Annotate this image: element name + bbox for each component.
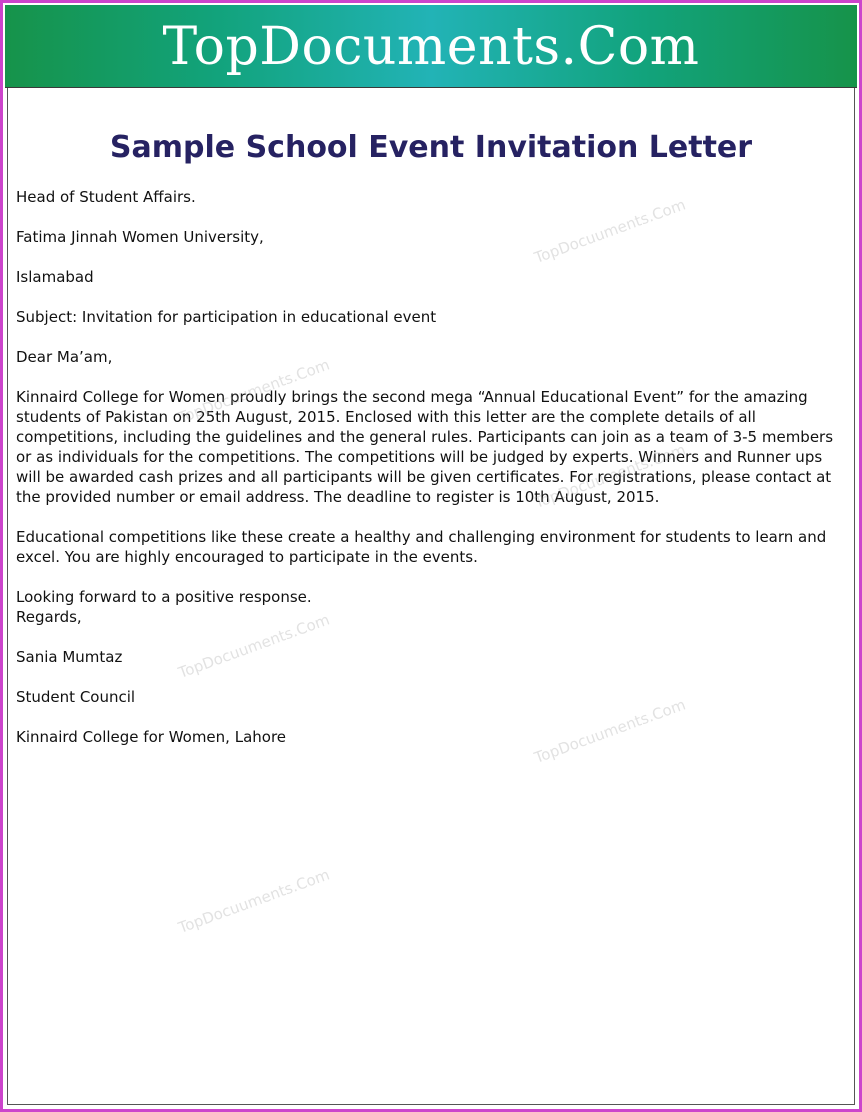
watermark: TopDocuuments.Com	[176, 355, 332, 427]
watermark: TopDocuuments.Com	[532, 195, 688, 267]
watermark: TopDocuuments.Com	[532, 440, 688, 512]
watermark: TopDocuuments.Com	[176, 865, 332, 937]
recipient-line-3: Islamabad	[16, 268, 94, 286]
site-banner-title: TopDocuments.Com	[162, 17, 700, 77]
sender-name: Sania Mumtaz	[16, 648, 123, 666]
site-banner	[5, 5, 857, 88]
document-title: Sample School Event Invitation Letter	[109, 130, 753, 165]
paragraph-2: Educational competitions like these create a healthy and challenging environment for students to learn and excel. You are highly encouraged to participate in the events.	[16, 528, 827, 566]
recipient-line-2: Fatima Jinnah Women University,	[16, 228, 264, 246]
letter-body	[16, 187, 840, 767]
closing-word: Regards,	[16, 608, 82, 626]
sender-organization: Kinnaird College for Women, Lahore	[16, 728, 287, 746]
paragraph-1: Kinnaird College for Women proudly brings the second mega “Annual Educational Event” for the amazing students of Pakistan on 25th August, 2015. Enclosed with this letter are the complete details of all competitions, including the guidelines and the general rules. Participants can join as a team of 3-5 members or as individuals for the competitions. The competitions will be judged by experts. Winners and Runner ups will be awarded cash prizes and all participants will be given certificates. For registrations, please contact at the provided number or email address. The deadline to register is 10th August, 2015.	[16, 388, 834, 506]
subject-line: Subject: Invitation for participation in educational event	[16, 308, 437, 326]
sender-title: Student Council	[16, 688, 136, 706]
watermark: TopDocuuments.Com	[532, 695, 688, 767]
recipient-line-1: Head of Student Affairs.	[16, 188, 196, 206]
closing-line: Looking forward to a positive response.	[16, 588, 312, 606]
salutation: Dear Ma’am,	[16, 348, 113, 366]
watermark: TopDocuuments.Com	[176, 610, 332, 682]
